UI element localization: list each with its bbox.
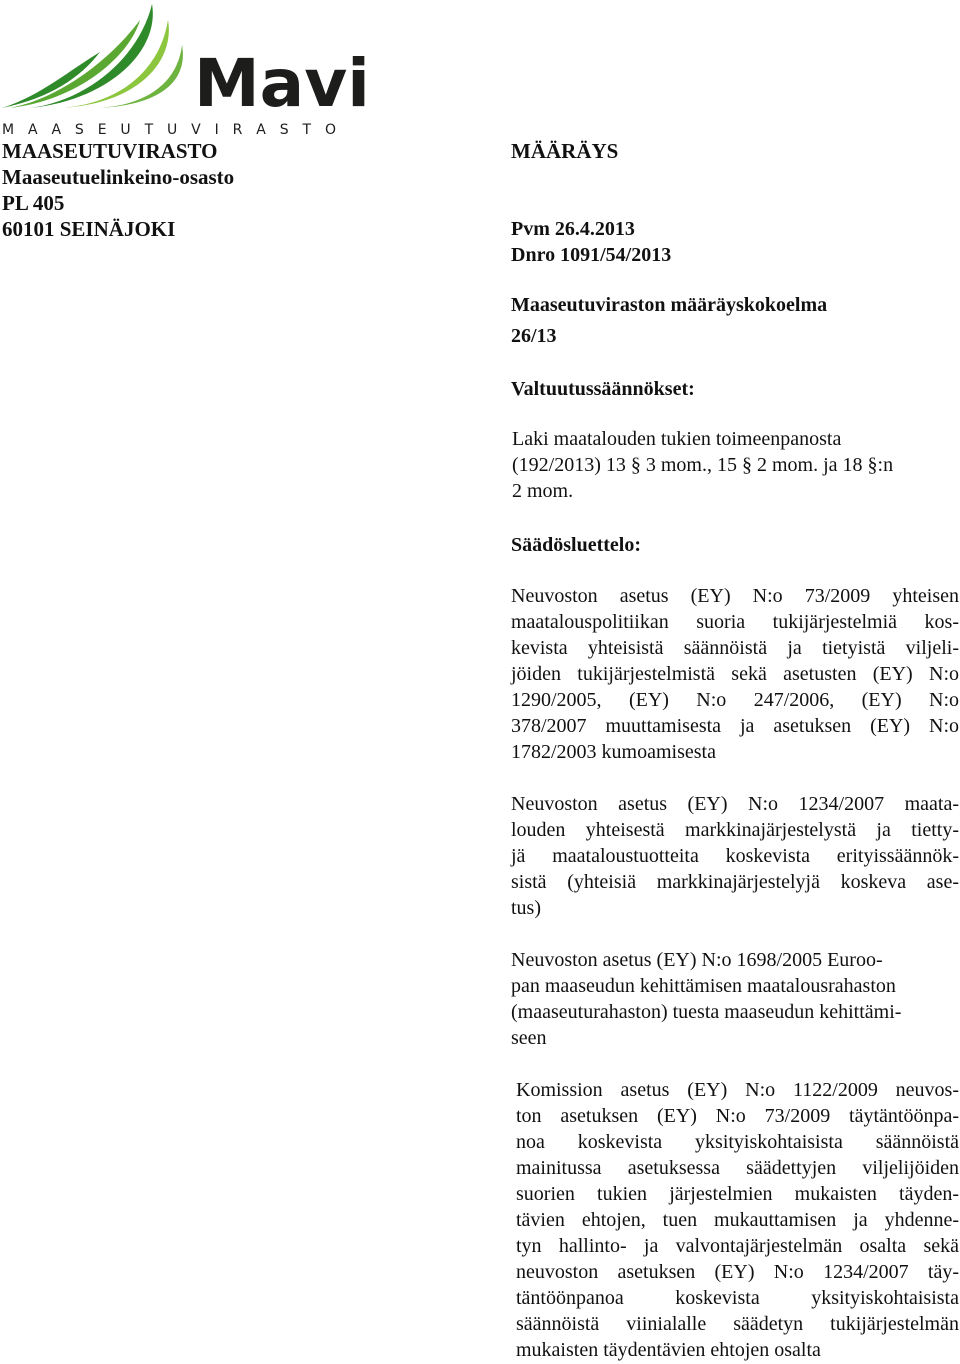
authority-text: Laki maatalouden tukien toimeenpanosta (192/2013) 13 § 3 mom., 15 § 2 mom. ja 18 §:n 2 mom. [512, 428, 894, 502]
doc-date: Pvm 26.4.2013 [511, 218, 635, 240]
doc-dnro: Dnro 1091/54/2013 [511, 244, 672, 266]
sender-address [2, 138, 234, 242]
doc-type: MÄÄRÄYS [511, 139, 619, 163]
mavi-logo-mark [0, 0, 370, 140]
statute-item: Neuvoston asetus (EY) N:o 73/2009 yhteisen maatalouspolitiikan suoria tukijärjestelmiä kos- kevista yhteisistä säännöistä ja tietyistä viljeli- jöiden tukijärjestelmistä sekä asetusten (EY) N:o 1290/2005, (EY) N:o 247/2006, (EY) N:o 378/2007 muuttamisesta ja asetuksen (EY) N:o 1782/2003 kumoamisesta [511, 585, 959, 763]
statute-item: Komission asetus (EY) N:o 1122/2009 neuvos- ton asetuksen (EY) N:o 73/2009 täytäntöönpa- noa koskevista yksityiskohtaisista säännöistä mainitussa asetuksessa säädettyjen viljelijöiden suorien tukien järjestelmien mukaisten täyden- tävien ehtojen, tuen mukauttamisen ja yhdenne- tyn hallinto- ja valvontajärjestelmän osalta sekä neuvoston asetuksen (EY) N:o 1234/2007 täy- täntöönpanoa koskevista yksityiskohtaisista säännöistä viinialalle säädetyn tukijärjestelmän mukaisten täydentävien ehtojen osalta [516, 1079, 959, 1361]
statutes-heading: Säädösluettelo: [511, 534, 641, 556]
statute-item: Neuvoston asetus (EY) N:o 1698/2005 Euroo- pan maaseudun kehittämisen maatalousrahaston (maaseuturahaston) tuesta maaseudun kehittämi- seen [511, 949, 902, 1049]
sender-org: MAASEUTUVIRASTO [2, 139, 218, 163]
logo-wordmark: Mavi [194, 45, 370, 122]
mavi-logo [0, 0, 370, 140]
logo-tagline: M A A S E U T U V I R A S T O [2, 122, 337, 138]
collection-title: Maaseutuviraston määräyskokoelma [511, 294, 828, 316]
sender-city: 60101 SEINÄJOKI [2, 217, 176, 241]
sender-po-box: PL 405 [2, 191, 65, 215]
collection-number: 26/13 [511, 325, 557, 347]
authority-heading: Valtuutussäännökset: [511, 378, 695, 400]
statute-item: Neuvoston asetus (EY) N:o 1234/2007 maata- louden yhteisestä markkinajärjestelystä ja tietty- jä maataloustuotteita koskevista erityissäännök- sistä (yhteisiä markkinajärjestelyjä koskeva ase- tus) [511, 793, 959, 919]
sender-dept: Maaseutuelinkeino-osasto [2, 165, 235, 189]
